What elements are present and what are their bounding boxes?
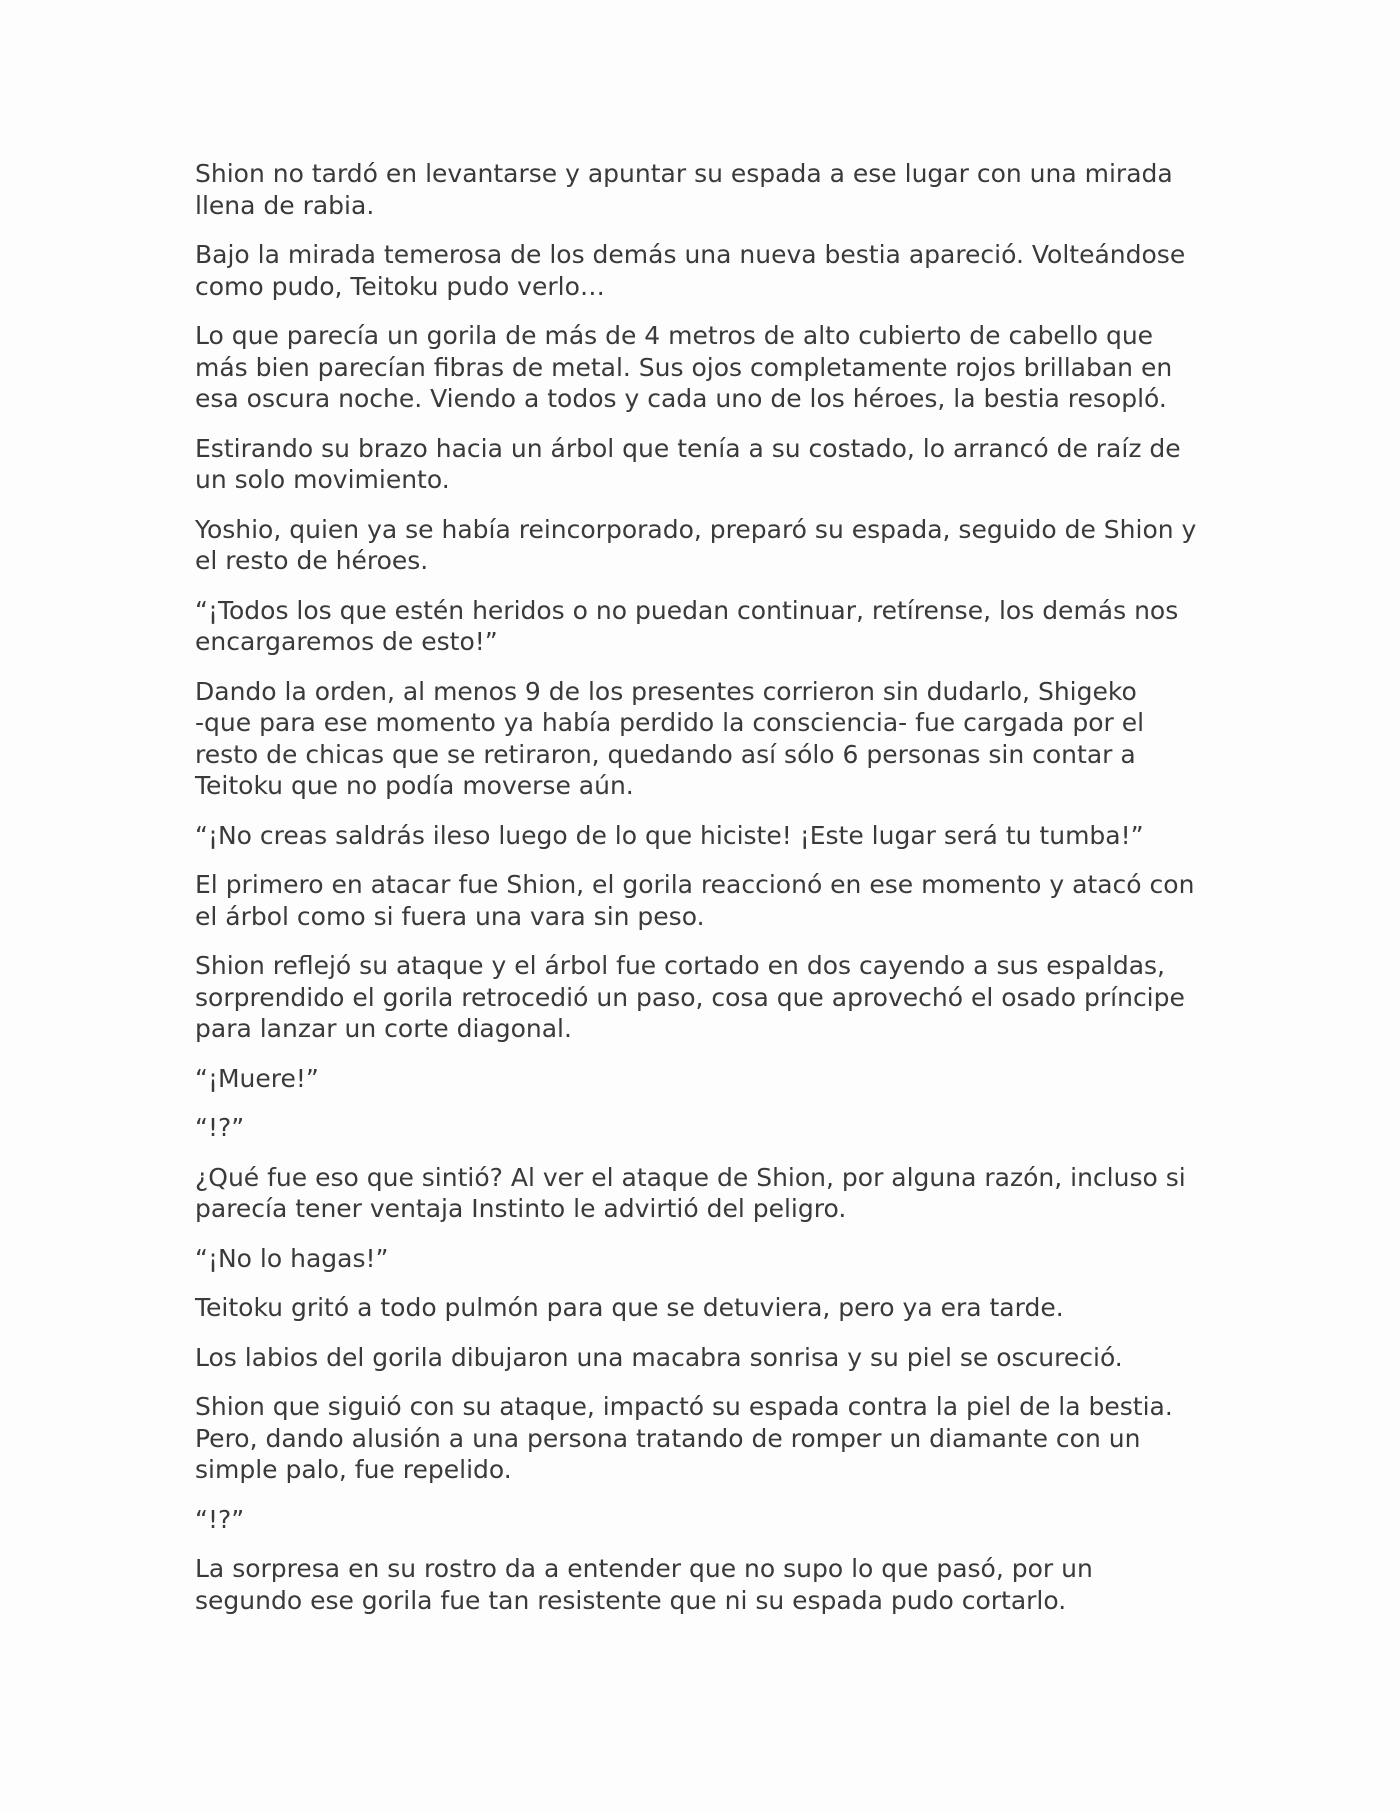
dialogue-paragraph: “¡Todos los que estén heridos o no puedan continuar, retírense, los demás nos encargaremos de esto!”: [195, 595, 1179, 656]
paragraph: Estirando su brazo hacia un árbol que tenía a su costado, lo arrancó de raíz de un solo movimiento.: [195, 433, 1181, 494]
dialogue-paragraph: “¡No lo hagas!”: [195, 1243, 389, 1273]
story-text: [195, 158, 1215, 1634]
paragraph: Dando la orden, al menos 9 de los presentes corrieron sin dudarlo, Shigeko -que para ese momento ya había perdido la consciencia- fue cargada por el resto de chicas que se retiraron, quedando así sólo 6 personas sin contar a Teitoku que no podía moverse aún.: [195, 676, 1145, 800]
paragraph: Shion no tardó en levantarse y apuntar su espada a ese lugar con una mirada llena de rabia.: [195, 159, 1173, 220]
paragraph: El primero en atacar fue Shion, el gorila reaccionó en ese momento y atacó con el árbol como si fuera una vara sin peso.: [195, 870, 1195, 931]
dialogue-paragraph: “¡No creas saldrás ileso luego de lo que hiciste! ¡Este lugar será tu tumba!”: [195, 820, 1144, 850]
paragraph: La sorpresa en su rostro da a entender que no supo lo que pasó, por un segundo ese gorila fue tan resistente que ni su espada pudo cortarlo.: [195, 1554, 1093, 1615]
dialogue-paragraph: “!?”: [195, 1504, 245, 1534]
paragraph: Yoshio, quien ya se había reincorporado, preparó su espada, seguido de Shion y el resto de héroes.: [195, 514, 1197, 575]
dialogue-paragraph: “!?”: [195, 1113, 245, 1142]
paragraph: ¿Qué fue eso que sintió? Al ver el ataque de Shion, por alguna razón, incluso si parecía tener ventaja Instinto le advirtió del peligro.: [195, 1162, 1186, 1223]
paragraph: Shion que siguió con su ataque, impactó su espada contra la piel de la bestia. Pero, dando alusión a una persona tratando de romper un diamante con un simple palo, fue repelido.: [195, 1392, 1173, 1484]
paragraph: Los labios del gorila dibujaron una macabra sonrisa y su piel se oscureció.: [195, 1342, 1123, 1372]
paragraph: Teitoku gritó a todo pulmón para que se detuviera, pero ya era tarde.: [195, 1293, 1064, 1322]
paragraph: Bajo la mirada temerosa de los demás una nueva bestia apareció. Volteándose como pudo, Teitoku pudo verlo…: [195, 240, 1186, 301]
paragraph: Shion reflejó su ataque y el árbol fue cortado en dos cayendo a sus espaldas, sorprendido el gorila retrocedió un paso, cosa que aprovechó el osado príncipe para lanzar un corte diagonal.: [195, 951, 1185, 1043]
paragraph: Lo que parecía un gorila de más de 4 metros de alto cubierto de cabello que más bien parecían fibras de metal. Sus ojos completamente rojos brillaban en esa oscura noche. Viendo a todos y cada uno de los héroes, la bestia resopló.: [195, 321, 1173, 413]
dialogue-paragraph: “¡Muere!”: [195, 1063, 319, 1093]
